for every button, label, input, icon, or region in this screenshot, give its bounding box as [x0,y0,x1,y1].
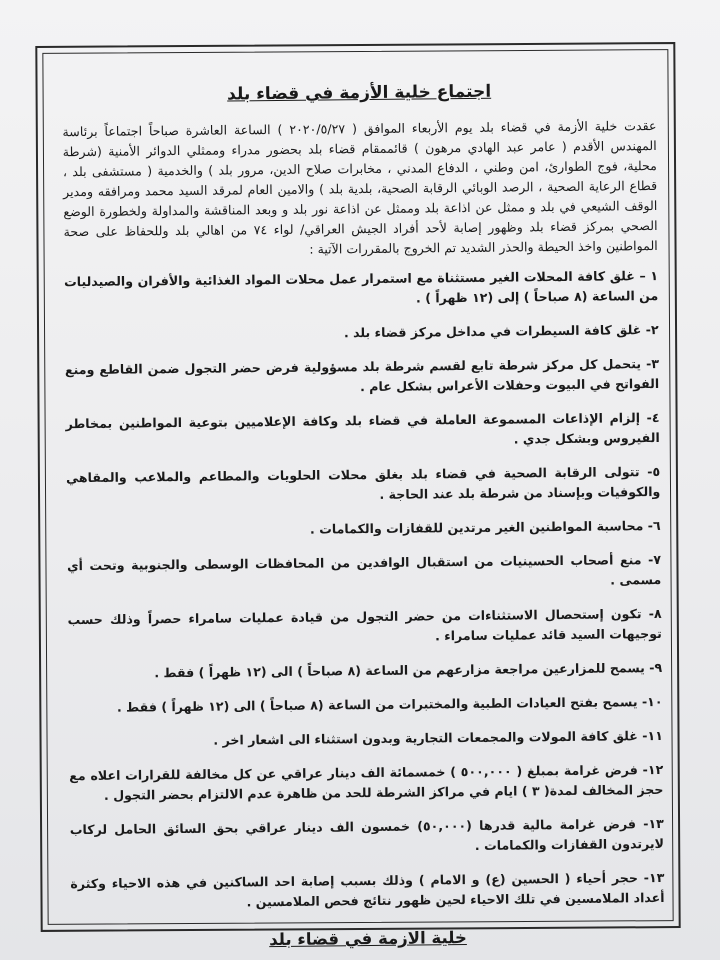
decision-item-14: ١٣- حجر أحياء ( الحسين (ع) و الامام ) وذلك بسبب إصابة احد الساكنين في هذه الاحياء وكثرة أعداد الملامسين في تلك الاحياء لحين ظهور نتائج فحص الملامسين . [70,869,665,910]
decision-item-11: ١١- غلق كافة المولات والمجمعات التجارية وبدون استثناء الى اشعار اخر . [213,727,663,748]
decision-item-3: ٣- يتحمل كل مركز شرطة تابع لقسم شرطة بلد مسؤولية فرض حضر التجول ضمن القاطع ومنع الفواتح في البيوت وحفلات الأعراس بشكل عام . [64,355,660,395]
decision-item-1: ١ – غلق كافة المحلات الغير مستثناة مع استمرار عمل محلات المواد الغذائية والأفران والصيدليات من الساعة (٨ صباحاً ) إلى (١٢ ظهراً ) . [64,267,659,306]
decision-item-8: ٨- تكون إستحصال الاستثناءات من حضر التجول من قيادة عمليات سامراء حصراً وذلك حسب توجيهات السيد قائد عمليات سامراء . [67,605,662,644]
decision-item-5: ٥- تتولى الرقابة الصحية في قضاء بلد بغلق محلات الحلويات والمطاعم والملاعب والمقاهي والكوفيات وبإسناد من شرطة بلد عند الحاجة . [66,463,661,502]
document-content [62,80,665,951]
decision-item-13: ١٣- فرض غرامة مالية قدرها (٥٠,٠٠٠) خمسون الف دينار عراقي بحق السائق الحامل لركاب لايرتدون القفازات والكمامات . [69,815,665,853]
decision-item-2: ٢- غلق كافة السيطرات في مداخل مركز قضاء بلد . [343,321,659,341]
decision-item-4: ٤- إلزام الإذاعات المسموعة العاملة في قضاء بلد وكافة الإعلاميين بتوعية المواطنين بمخاطر الفيروس وبشكل جدي . [65,409,660,447]
decision-item-6: ٦- محاسبة المواطنين الغير مرتدين للقفازات والكمامات . [309,517,661,537]
decision-item-10: ١٠- يسمح بفتح العيادات الطبية والمختبرات من الساعة (٨ صباحاً ) الى (١٢ ظهراً ) فقط . [116,693,663,715]
intro-paragraph: عقدت خلية الأزمة في قضاء بلد يوم الأربعاء الموافق ( ٢٠٢٠/٥/٢٧ ) الساعة العاشرة صباحاً اجتماعاً برئاسة المهندس الأقدم ( عامر عبد الهادي مرهون ) قائممقام قضاء بلد بحضور مدراء وممثلي الدوائر الأمنية (شرطة محلية، فوج الطوارئ، امن وطني ، الدفاع المدني ، مخابرات صلاح الدين، مرور بلد ) والخدمية ( مستشفى بلد ، قطاع الرعاية الصحية ، الرصد الوبائي الرقابة الصحية، بلدية بلد ) والامين العام لمرقد السيد محمد ومرافقه ومدير الوقف الشيعي في بلد و ممثل عن اذاعة بلد وممثل عن اذاعة نور بلد و وبعد المناقشة والمداولة ولخطورة الوضع الصحي بمركز قضاء بلد وظهور إصابة لأحد أفراد الجيش العراقي/ لواء ٧٤ من اهالي بلد وللحفاظ على صحة المواطنين واخذ الحيطة والحذر الشديد تم الخروج بالمقررات الآتية : [62,117,658,257]
decision-item-9: ٩- يسمح للمزارعين مراجعة مزارعهم من الساعة (٨ صباحاً ) الى (١٢ ظهراً ) فقط . [154,659,663,681]
signature-line: خلية الازمة في قضاء بلد [269,928,467,950]
decision-item-7: ٧- منع أصحاب الحسينيات من استقبال الوافدين من المحافظات الوسطى والجنوبية وتحت أي مسمى . [66,551,662,588]
document-title: اجتماع خلية الأزمة في قضاء بلد [227,81,492,105]
decision-item-12: ١٢- فرض غرامة بمبلغ ( ٥٠٠,٠٠٠ ) خمسمائة الف دينار عراقي عن كل مخالفة للقرارات اعلاه مع حجز المخالف لمدة( ٣ ) ايام في مراكز الشرطة للحد من ظاهرة عدم الالتزام بحضر التجول . [69,761,664,803]
